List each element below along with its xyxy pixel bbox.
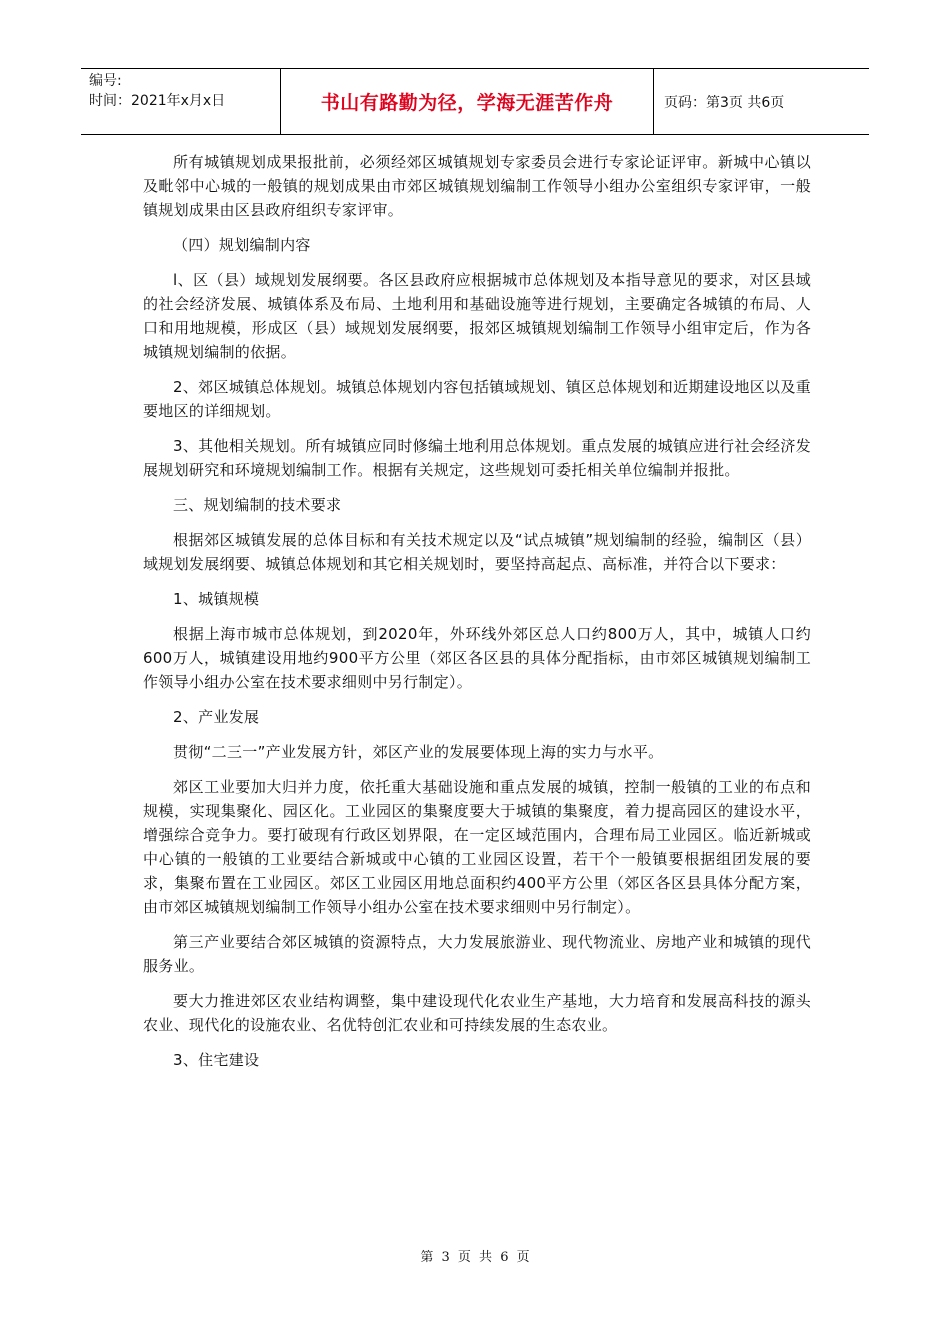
subsection-heading: 1、城镇规模 (173, 590, 260, 608)
subsection-heading: 2、产业发展 (173, 708, 260, 726)
header-meta (81, 69, 281, 134)
document-body (143, 150, 811, 1083)
number-label: 编号: (89, 73, 122, 89)
paragraph: 根据上海市城市总体规划，到2020年，外环线外郊区总人口约800万人，其中，城镇人口约600万人，城镇建设用地约900平方公里（郊区各区县的具体分配指标，由市郊区城镇规划编制工作领导小组办公室在技术要求细则中另行制定）。 (143, 625, 811, 691)
section-heading: （四）规划编制内容 (173, 236, 311, 254)
paragraph: 要大力推进郊区农业结构调整，集中建设现代化农业生产基地，大力培育和发展高科技的源头农业、现代化的设施农业、名优特创汇农业和可持续发展的生态农业。 (143, 992, 811, 1034)
subsection-heading: 3、住宅建设 (173, 1051, 260, 1069)
paragraph: 根据郊区城镇发展的总体目标和有关技术规定以及“试点城镇”规划编制的经验，编制区（县）域规划发展纲要、城镇总体规划和其它相关规划时，要坚持高起点、高标准，并符合以下要求： (143, 531, 811, 573)
time-label: 时间：2021年x月x日 (89, 93, 226, 109)
section-heading: 三、规划编制的技术要求 (173, 496, 342, 514)
page-header (81, 68, 869, 135)
paragraph: l、区（县）域规划发展纲要。各区县政府应根据城市总体规划及本指导意见的要求，对区县域的社会经济发展、城镇体系及布局、土地利用和基础设施等进行规划，主要确定各城镇的布局、人口和用地规模，形成区（县）域规划发展纲要，报郊区城镇规划编制工作领导小组审定后，作为各城镇规划编制的依据。 (143, 271, 811, 361)
paragraph: 2、郊区城镇总体规划。城镇总体规划内容包括镇域规划、镇区总体规划和近期建设地区以及重要地区的详细规划。 (143, 378, 811, 420)
paragraph: 贯彻“二三一”产业发展方针，郊区产业的发展要体现上海的实力与水平。 (173, 743, 664, 761)
paragraph: 郊区工业要加大归并力度，依托重大基础设施和重点发展的城镇，控制一般镇的工业的布点和规模，实现集聚化、园区化。工业园区的集聚度要大于城镇的集聚度，着力提高园区的建设水平，增强综合竞争力。要打破现有行政区划界限，在一定区域范围内，合理布局工业园区。临近新城或中心镇的一般镇的工业要结合新城或中心镇的工业园区设置，若干个一般镇要根据组团发展的要求，集聚布置在工业园区。郊区工业园区用地总面积约400平方公里（郊区各区县具体分配方案，由市郊区城镇规划编制工作领导小组办公室在技术要求细则中另行制定）。 (143, 778, 811, 916)
header-page-info: 页码：第3页 共6页 (664, 94, 785, 111)
header-motto: 书山有路勤为径，学海无涯苦作舟 (281, 69, 654, 134)
page-footer: 第 3 页 共 6 页 (420, 1250, 530, 1265)
paragraph: 第三产业要结合郊区城镇的资源特点，大力发展旅游业、现代物流业、房地产业和城镇的现代服务业。 (143, 933, 811, 975)
paragraph: 3、其他相关规划。所有城镇应同时修编土地利用总体规划。重点发展的城镇应进行社会经济发展规划研究和环境规划编制工作。根据有关规定，这些规划可委托相关单位编制并报批。 (143, 437, 811, 479)
paragraph: 所有城镇规划成果报批前，必须经郊区城镇规划专家委员会进行专家论证评审。新城中心镇以及毗邻中心城的一般镇的规划成果由市郊区城镇规划编制工作领导小组办公室组织专家评审，一般镇规划成果由区县政府组织专家评审。 (143, 153, 811, 219)
